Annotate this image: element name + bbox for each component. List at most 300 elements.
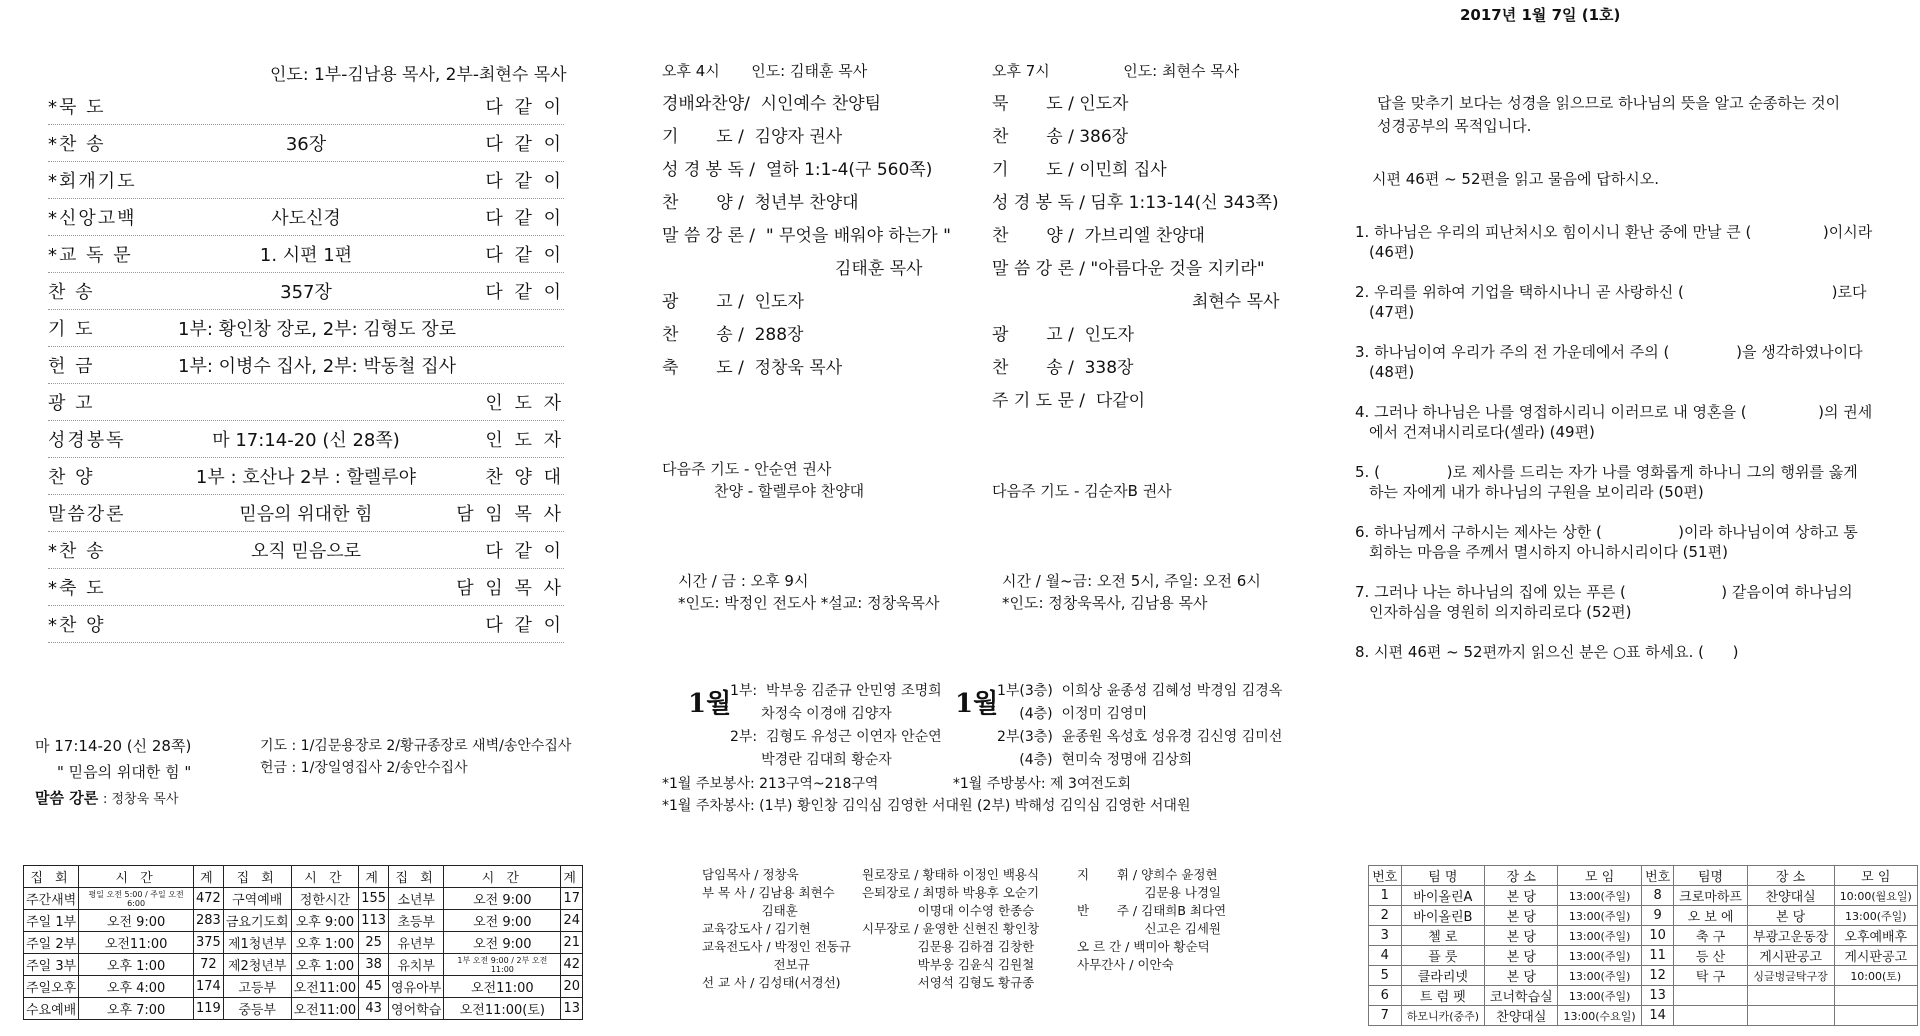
staff-line: 담임목사 / 정창욱 bbox=[702, 867, 799, 882]
attendance-row bbox=[24, 998, 583, 1020]
sermon-speaker: : 정창욱 목사 bbox=[102, 792, 179, 807]
attendance-cell: 주일오후 bbox=[24, 976, 79, 998]
kitchen-duty: *1월 주방봉사: 제 3여전도회 bbox=[952, 776, 1131, 792]
afternoon-next-week bbox=[662, 458, 864, 502]
attendance-cell: 유치부 bbox=[389, 954, 444, 976]
order-row bbox=[48, 495, 564, 532]
order-label: *찬 송 bbox=[48, 134, 106, 155]
study-instruction: 시편 46편 ~ 52편을 읽고 물음에 답하시오. bbox=[1372, 170, 1659, 188]
team-cell: 축 구 bbox=[1674, 926, 1747, 946]
attendance-cell: 13 bbox=[561, 998, 583, 1020]
attendance-cell: 오후 1:00 bbox=[291, 954, 359, 976]
team-cell: 13:00(주일) bbox=[1834, 906, 1917, 926]
team-cell: 7 bbox=[1369, 1006, 1402, 1026]
order-row bbox=[48, 569, 564, 606]
bible-study-panel bbox=[1330, 0, 1920, 1036]
order-row bbox=[48, 606, 564, 643]
study-question bbox=[1355, 582, 1915, 622]
january-right-roster bbox=[997, 680, 1282, 772]
question-continuation: (48편) bbox=[1369, 363, 1415, 381]
order-row bbox=[48, 125, 564, 162]
order-leader: 담 임 목 사 bbox=[456, 504, 564, 525]
attendance-header: 시 간 bbox=[291, 866, 359, 888]
question-text: 5. ( )로 제사를 드리는 자가 나를 영화롭게 하나니 그의 행위를 옳게 bbox=[1355, 463, 1858, 481]
worship-order bbox=[48, 88, 564, 643]
prayer-line: 기도 : 1/김문용장로 2/황규종장로 새벽/송안수집사 bbox=[260, 738, 572, 754]
staff-line: 지 휘 / 양희수 윤정현 bbox=[1077, 867, 1218, 882]
team-cell: 14 bbox=[1641, 1006, 1674, 1026]
attendance-cell: 오후 4:00 bbox=[79, 976, 194, 998]
team-cell: 11 bbox=[1641, 946, 1674, 966]
evening-line: 말 씀 강 론 / "아름다운 것을 지키라" bbox=[992, 259, 1265, 279]
attendance-row bbox=[24, 976, 583, 998]
study-intro bbox=[1377, 92, 1840, 138]
team-cell: 찬양대실 bbox=[1747, 886, 1834, 906]
afternoon-evening-panel bbox=[640, 0, 1283, 1036]
teams-table bbox=[1368, 865, 1918, 1026]
team-cell: 게시판공고 bbox=[1834, 946, 1917, 966]
january-right-month: 1월 bbox=[955, 689, 999, 719]
order-row bbox=[48, 310, 564, 347]
team-cell bbox=[1747, 986, 1834, 1006]
order-label: 헌 금 bbox=[48, 356, 95, 377]
study-question bbox=[1355, 282, 1915, 322]
attendance-cell: 375 bbox=[194, 932, 224, 954]
order-leader: 다 같 이 bbox=[485, 171, 564, 192]
sermon-label: 말씀 강론 bbox=[35, 789, 99, 807]
january-left-roster bbox=[730, 680, 942, 772]
staff-line: 원로장로 / 황태하 이정인 백용식 bbox=[862, 867, 1040, 882]
team-header: 장 소 bbox=[1485, 866, 1558, 886]
attendance-cell: 금요기도회 bbox=[223, 910, 291, 932]
attendance-cell: 초등부 bbox=[389, 910, 444, 932]
staff-elders bbox=[862, 866, 1039, 992]
team-cell: 5 bbox=[1369, 966, 1402, 986]
attendance-cell: 174 bbox=[194, 976, 224, 998]
sermon-summary bbox=[35, 733, 191, 813]
attendance-cell: 주일 1부 bbox=[24, 910, 79, 932]
attendance-header: 계 bbox=[194, 866, 224, 888]
evening-line: 광 고 / 인도자 bbox=[992, 325, 1134, 345]
team-cell: 본 당 bbox=[1485, 966, 1558, 986]
january-left-line: 1부: 박부웅 김준규 안민영 조명희 bbox=[730, 683, 942, 699]
attendance-cell: 정한시간 bbox=[291, 888, 359, 910]
attendance-cell: 소년부 bbox=[389, 888, 444, 910]
order-content: 357장 bbox=[280, 282, 332, 303]
order-row bbox=[48, 458, 564, 495]
attendance-cell: 오전11:00 bbox=[444, 976, 561, 998]
team-cell bbox=[1674, 1006, 1747, 1026]
study-question bbox=[1355, 342, 1915, 382]
attendance-cell: 42 bbox=[561, 954, 583, 976]
team-cell: 본 당 bbox=[1485, 886, 1558, 906]
dawn-leaders: *인도: 정창욱목사, 김남용 목사 bbox=[1002, 594, 1208, 612]
order-content: 1. 시편 1편 bbox=[259, 245, 353, 266]
sermon-reference: 마 17:14-20 (신 28쪽) bbox=[35, 737, 192, 755]
attendance-cell: 오후 7:00 bbox=[79, 998, 194, 1020]
attendance-row bbox=[24, 910, 583, 932]
team-cell: 2 bbox=[1369, 906, 1402, 926]
team-row bbox=[1369, 946, 1918, 966]
attendance-cell: 오전11:00 bbox=[291, 998, 359, 1020]
question-text: 3. 하나님이여 우리가 주의 전 가운데에서 주의 ( )을 생각하였나이다 bbox=[1355, 343, 1863, 361]
team-cell: 게시판공고 bbox=[1747, 946, 1834, 966]
friday-leaders: *인도: 박정인 전도사 *설교: 정창욱목사 bbox=[678, 594, 940, 612]
order-label: 말씀강론 bbox=[48, 504, 126, 525]
order-leader: 다 같 이 bbox=[485, 97, 564, 118]
order-label: 성경봉독 bbox=[48, 430, 126, 451]
team-row bbox=[1369, 926, 1918, 946]
order-row bbox=[48, 421, 564, 458]
team-row bbox=[1369, 1006, 1918, 1026]
attendance-cell: 주일 3부 bbox=[24, 954, 79, 976]
order-leader: 다 같 이 bbox=[485, 134, 564, 155]
morning-leaders: 인도: 1부-김남용 목사, 2부-최현수 목사 bbox=[270, 65, 567, 85]
attendance-cell: 제1청년부 bbox=[223, 932, 291, 954]
attendance-cell: 24 bbox=[561, 910, 583, 932]
morning-worship-panel bbox=[0, 0, 580, 1036]
afternoon-next-prayer: 다음주 기도 - 안순연 권사 bbox=[662, 460, 832, 478]
afternoon-leader: 인도: 김태훈 목사 bbox=[751, 62, 868, 80]
friday-service bbox=[678, 570, 940, 614]
attendance-row bbox=[24, 932, 583, 954]
study-question bbox=[1355, 522, 1915, 562]
team-cell: 9 bbox=[1641, 906, 1674, 926]
attendance-cell: 25 bbox=[359, 932, 389, 954]
evening-line: 성 경 봉 독 / 딤후 1:13-14(신 343쪽) bbox=[992, 193, 1279, 213]
question-text: 4. 그러나 하나님은 나를 영접하시리니 이러므로 내 영혼을 ( )의 권세 bbox=[1355, 403, 1873, 421]
attendance-cell: 155 bbox=[359, 888, 389, 910]
question-text: 8. 시편 46편 ~ 52편까지 읽으신 분은 ○표 하세요. ( ) bbox=[1355, 643, 1739, 661]
order-label: 기 도 bbox=[48, 319, 95, 340]
team-row bbox=[1369, 986, 1918, 1006]
attendance-header: 집 회 bbox=[24, 866, 79, 888]
staff-line: 사무간사 / 이안숙 bbox=[1077, 957, 1174, 972]
attendance-cell: 오후 1:00 bbox=[79, 954, 194, 976]
staff-line: 부 목 사 / 김남용 최현수 bbox=[702, 885, 835, 900]
team-cell: 부광고운동장 bbox=[1747, 926, 1834, 946]
friday-time: 시간 / 금 : 오후 9시 bbox=[678, 572, 809, 590]
order-content: 1부 : 호산나 2부 : 할렐루야 bbox=[195, 467, 417, 488]
order-row bbox=[48, 199, 564, 236]
staff-line: 전보규 bbox=[702, 957, 810, 972]
attendance-row bbox=[24, 888, 583, 910]
staff-line: 김태훈 bbox=[702, 903, 798, 918]
team-cell: 싱글벙글탁구장 bbox=[1747, 966, 1834, 986]
attendance-header: 시 간 bbox=[444, 866, 561, 888]
team-header: 모 임 bbox=[1558, 866, 1641, 886]
order-content: 사도신경 bbox=[271, 208, 341, 229]
attendance-cell: 1부 오전 9:00 / 2부 오전 11:00 bbox=[444, 954, 561, 976]
january-left-line: 박경란 김대희 황순자 bbox=[730, 752, 892, 768]
order-label: *묵 도 bbox=[48, 97, 106, 118]
study-question bbox=[1355, 642, 1915, 662]
team-cell: 13:00(주일) bbox=[1558, 886, 1641, 906]
attendance-header: 계 bbox=[359, 866, 389, 888]
attendance-cell: 43 bbox=[359, 998, 389, 1020]
study-intro-line-2: 성경공부의 목적입니다. bbox=[1377, 117, 1532, 135]
attendance-cell: 472 bbox=[194, 888, 224, 910]
team-row bbox=[1369, 966, 1918, 986]
question-text: 2. 우리를 위하여 기업을 택하시나니 곧 사랑하신 ( )로다 bbox=[1355, 283, 1867, 301]
staff-line: 오 르 간 / 백미아 황순덕 bbox=[1077, 939, 1210, 954]
order-content: 마 17:14-20 (신 28쪽) bbox=[212, 430, 400, 451]
order-content: 1부: 황인창 장로, 2부: 김형도 장로 bbox=[178, 319, 457, 340]
team-row bbox=[1369, 886, 1918, 906]
staff-pastors bbox=[702, 866, 851, 992]
dawn-service bbox=[1002, 570, 1261, 614]
team-header: 장 소 bbox=[1747, 866, 1834, 886]
team-cell: 등 산 bbox=[1674, 946, 1747, 966]
team-cell: 13:00(주일) bbox=[1558, 906, 1641, 926]
afternoon-next-praise: 찬양 - 할렐루야 찬양대 bbox=[714, 482, 865, 500]
team-cell: 8 bbox=[1641, 886, 1674, 906]
team-cell: 10:00(월요일) bbox=[1834, 886, 1917, 906]
afternoon-line: 축 도 / 정창욱 목사 bbox=[662, 358, 843, 378]
question-text: 7. 그러나 나는 하나님의 집에 있는 푸른 ( ) 같음이여 하나님의 bbox=[1355, 583, 1853, 601]
order-row bbox=[48, 273, 564, 310]
attendance-cell: 113 bbox=[359, 910, 389, 932]
attendance-cell: 오후 9:00 bbox=[291, 910, 359, 932]
team-cell: 3 bbox=[1369, 926, 1402, 946]
weekly-bulletin-duty: *1월 주보봉사: 213구역~218구역 bbox=[662, 776, 879, 792]
order-label: *회개기도 bbox=[48, 171, 137, 192]
order-content: 1부: 이병수 집사, 2부: 박동철 집사 bbox=[178, 356, 457, 377]
order-content: 오직 믿음으로 bbox=[250, 541, 362, 562]
january-right-line: 1부(3층) 이희상 윤종성 김혜성 박경임 김경옥 bbox=[997, 683, 1283, 699]
attendance-cell: 오전 9:00 bbox=[444, 888, 561, 910]
attendance-cell: 오전 9:00 bbox=[79, 910, 194, 932]
order-content: 믿음의 위대한 힘 bbox=[239, 504, 373, 525]
team-cell: 13:00(주일) bbox=[1558, 946, 1641, 966]
staff-line: 은퇴장로 / 최명하 박용후 오순기 bbox=[862, 885, 1040, 900]
attendance-cell: 오전 9:00 bbox=[444, 910, 561, 932]
attendance-cell: 45 bbox=[359, 976, 389, 998]
attendance-cell: 오전 9:00 bbox=[444, 932, 561, 954]
team-cell: 13:00(주일) bbox=[1558, 966, 1641, 986]
team-cell bbox=[1834, 1006, 1917, 1026]
afternoon-line: 김태훈 목사 bbox=[662, 259, 923, 279]
order-label: *축 도 bbox=[48, 578, 106, 599]
team-cell: 첼 로 bbox=[1401, 926, 1485, 946]
january-left-line: 2부: 김형도 유성근 이연자 안순연 bbox=[730, 729, 942, 745]
attendance-cell: 17 bbox=[561, 888, 583, 910]
evening-line: 찬 송 / 386장 bbox=[992, 127, 1129, 147]
team-cell: 바이올린A bbox=[1401, 886, 1485, 906]
january-right-line: (4층) 이정미 김영미 bbox=[997, 706, 1148, 722]
attendance-cell: 유년부 bbox=[389, 932, 444, 954]
attendance-cell: 영유아부 bbox=[389, 976, 444, 998]
afternoon-line: 찬 양 / 청년부 찬양대 bbox=[662, 193, 859, 213]
attendance-cell: 영어학습 bbox=[389, 998, 444, 1020]
question-text: 6. 하나님께서 구하시는 제사는 상한 ( )이라 하나님이여 상하고 통 bbox=[1355, 523, 1858, 541]
afternoon-line: 기 도 / 김양자 권사 bbox=[662, 127, 843, 147]
attendance-header: 계 bbox=[561, 866, 583, 888]
attendance-cell: 주간새벽 bbox=[24, 888, 79, 910]
team-header: 번호 bbox=[1641, 866, 1674, 886]
order-leader: 인 도 자 bbox=[485, 430, 564, 451]
team-cell: 13:00(주일) bbox=[1558, 926, 1641, 946]
staff-line: 서영석 김형도 황규종 bbox=[862, 975, 1035, 990]
order-label: 찬 양 bbox=[48, 467, 95, 488]
team-cell: 13:00(수요일) bbox=[1558, 1006, 1641, 1026]
attendance-header: 집 회 bbox=[223, 866, 291, 888]
order-label: *신앙고백 bbox=[48, 208, 137, 229]
afternoon-line: 광 고 / 인도자 bbox=[662, 292, 804, 312]
team-cell bbox=[1834, 986, 1917, 1006]
team-cell: 13 bbox=[1641, 986, 1674, 1006]
staff-music bbox=[1077, 866, 1226, 974]
staff-line: 박부웅 김윤식 김원철 bbox=[862, 957, 1035, 972]
attendance-cell: 오전11:00 bbox=[79, 932, 194, 954]
offering-line: 헌금 : 1/장일영집사 2/송안수집사 bbox=[260, 760, 468, 776]
team-cell: 4 bbox=[1369, 946, 1402, 966]
question-continuation: (46편) bbox=[1369, 243, 1415, 261]
order-row bbox=[48, 532, 564, 569]
staff-line: 이명대 이수영 한종승 bbox=[862, 903, 1035, 918]
order-leader: 다 같 이 bbox=[485, 208, 564, 229]
team-cell: 13:00(주일) bbox=[1558, 986, 1641, 1006]
order-leader: 다 같 이 bbox=[485, 541, 564, 562]
staff-line: 김문용 김하겸 김창한 bbox=[862, 939, 1035, 954]
attendance-cell: 오전11:00(토) bbox=[444, 998, 561, 1020]
attendance-cell: 72 bbox=[194, 954, 224, 976]
team-cell: 본 당 bbox=[1485, 906, 1558, 926]
team-cell: 오후예배후 bbox=[1834, 926, 1917, 946]
team-cell: 하모니카(중주) bbox=[1401, 1006, 1485, 1026]
afternoon-line: 경배와찬양/ 시인예수 찬양팀 bbox=[662, 94, 882, 114]
team-cell bbox=[1674, 986, 1747, 1006]
attendance-row bbox=[24, 954, 583, 976]
attendance-cell: 38 bbox=[359, 954, 389, 976]
evening-leader: 인도: 최현수 목사 bbox=[1123, 62, 1240, 80]
order-row bbox=[48, 236, 564, 273]
attendance-cell: 구역예배 bbox=[223, 888, 291, 910]
team-cell: 10 bbox=[1641, 926, 1674, 946]
team-cell: 크로마하프 bbox=[1674, 886, 1747, 906]
question-continuation: (47편) bbox=[1369, 303, 1415, 321]
attendance-cell: 21 bbox=[561, 932, 583, 954]
order-row bbox=[48, 88, 564, 125]
staff-line: 김문용 나경일 bbox=[1077, 885, 1221, 900]
order-leader: 인 도 자 bbox=[485, 393, 564, 414]
evening-line: 최현수 목사 bbox=[992, 292, 1280, 312]
staff-line: 반 주 / 김태희B 최다연 bbox=[1077, 903, 1227, 918]
order-label: *찬 송 bbox=[48, 541, 106, 562]
attendance-table bbox=[23, 865, 583, 1020]
team-cell: 코너학습실 bbox=[1485, 986, 1558, 1006]
order-leader: 다 같 이 bbox=[485, 245, 564, 266]
staff-line: 선 교 사 / 김성태(서경선) bbox=[702, 975, 841, 990]
order-label: 광 고 bbox=[48, 393, 95, 414]
prayer-offering-info bbox=[260, 735, 571, 779]
attendance-header: 시 간 bbox=[79, 866, 194, 888]
team-cell: 본 당 bbox=[1485, 926, 1558, 946]
sermon-title: " 믿음의 위대한 힘 " bbox=[57, 763, 192, 781]
evening-line: 찬 송 / 338장 bbox=[992, 358, 1134, 378]
afternoon-service bbox=[662, 55, 951, 385]
team-cell bbox=[1747, 1006, 1834, 1026]
attendance-cell: 오후 1:00 bbox=[291, 932, 359, 954]
attendance-cell: 주일 2부 bbox=[24, 932, 79, 954]
order-leader: 다 같 이 bbox=[485, 615, 564, 636]
team-cell: 클라리넷 bbox=[1401, 966, 1485, 986]
team-cell: 오 보 에 bbox=[1674, 906, 1747, 926]
team-cell: 바이올린B bbox=[1401, 906, 1485, 926]
parking-duty: *1월 주차봉사: (1부) 황인창 김익심 김영한 서대원 (2부) 박해성 김익심 김영한 서대원 bbox=[662, 798, 1191, 814]
question-continuation: 하는 자에게 내가 하나님의 구원을 보이리라 (50편) bbox=[1369, 483, 1704, 501]
evening-time: 오후 7시 bbox=[992, 62, 1050, 80]
order-label: *찬 양 bbox=[48, 615, 106, 636]
team-cell: 플 룻 bbox=[1401, 946, 1485, 966]
order-leader: 찬 양 대 bbox=[485, 467, 564, 488]
staff-line: 신고은 김세원 bbox=[1077, 921, 1221, 936]
team-header: 번호 bbox=[1369, 866, 1402, 886]
team-cell: 10:00(토) bbox=[1834, 966, 1917, 986]
team-cell: 1 bbox=[1369, 886, 1402, 906]
attendance-cell: 수요예배 bbox=[24, 998, 79, 1020]
question-continuation: 회하는 마음을 주께서 멸시하지 아니하시리이다 (51편) bbox=[1369, 543, 1728, 561]
january-left-month: 1월 bbox=[688, 689, 732, 719]
team-cell: 트 럼 펫 bbox=[1401, 986, 1485, 1006]
january-right-line: 2부(3층) 윤종원 옥성호 성유경 김신영 김미선 bbox=[997, 729, 1283, 745]
afternoon-time: 오후 4시 bbox=[662, 62, 720, 80]
afternoon-line: 찬 송 / 288장 bbox=[662, 325, 804, 345]
evening-next-prayer: 다음주 기도 - 김순자B 권사 bbox=[992, 482, 1172, 500]
attendance-cell: 고등부 bbox=[223, 976, 291, 998]
evening-service bbox=[992, 55, 1279, 418]
team-header: 팀명 bbox=[1674, 866, 1747, 886]
staff-line: 교육전도사 / 박정인 전동규 bbox=[702, 939, 851, 954]
team-header: 모 임 bbox=[1834, 866, 1917, 886]
order-row bbox=[48, 347, 564, 384]
team-cell: 본 당 bbox=[1485, 946, 1558, 966]
order-content: 36장 bbox=[285, 134, 327, 155]
attendance-cell: 제2청년부 bbox=[223, 954, 291, 976]
study-question bbox=[1355, 462, 1915, 502]
order-label: 찬 송 bbox=[48, 282, 95, 303]
team-header: 팀 명 bbox=[1401, 866, 1485, 886]
staff-line: 시무장로 / 윤영한 신현진 황인창 bbox=[862, 921, 1040, 936]
afternoon-line: 성 경 봉 독 / 열하 1:1-4(구 560쪽) bbox=[662, 160, 933, 180]
order-label: *교 독 문 bbox=[48, 245, 133, 266]
team-cell: 6 bbox=[1369, 986, 1402, 1006]
team-cell: 12 bbox=[1641, 966, 1674, 986]
team-cell: 찬양대실 bbox=[1485, 1006, 1558, 1026]
january-left-line: 차정숙 이경애 김양자 bbox=[730, 706, 892, 722]
staff-line: 교육강도사 / 김기현 bbox=[702, 921, 811, 936]
bulletin-date: 2017년 1월 7일 (1호) bbox=[1460, 6, 1621, 24]
attendance-header: 집 회 bbox=[389, 866, 444, 888]
january-right-line: (4층) 현미숙 정명애 김상희 bbox=[997, 752, 1193, 768]
evening-line: 찬 양 / 가브리엘 찬양대 bbox=[992, 226, 1205, 246]
order-row bbox=[48, 384, 564, 421]
team-row bbox=[1369, 906, 1918, 926]
evening-line: 주 기 도 문 / 다같이 bbox=[992, 391, 1146, 411]
service-duty bbox=[662, 773, 1190, 817]
order-leader: 다 같 이 bbox=[485, 282, 564, 303]
question-continuation: 에서 건져내시리로다(셀라) (49편) bbox=[1369, 423, 1595, 441]
team-cell: 본 당 bbox=[1747, 906, 1834, 926]
study-question bbox=[1355, 402, 1915, 442]
attendance-cell: 중등부 bbox=[223, 998, 291, 1020]
attendance-cell: 119 bbox=[194, 998, 224, 1020]
attendance-cell: 283 bbox=[194, 910, 224, 932]
order-row bbox=[48, 162, 564, 199]
study-question bbox=[1355, 222, 1915, 262]
study-intro-line-1: 답을 맞추기 보다는 성경을 읽으므로 하나님의 뜻을 알고 순종하는 것이 bbox=[1377, 94, 1841, 112]
team-cell: 탁 구 bbox=[1674, 966, 1747, 986]
